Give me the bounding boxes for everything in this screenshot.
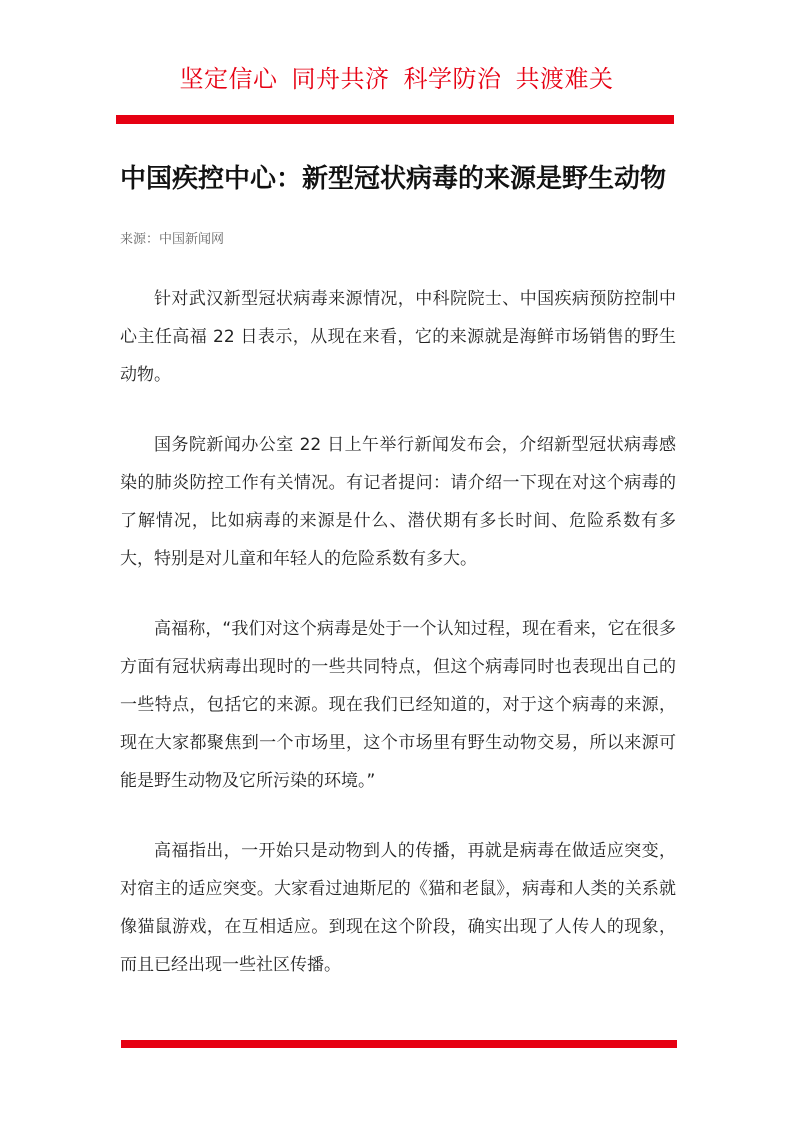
article-body — [120, 280, 676, 1016]
bottom-divider — [121, 1040, 677, 1048]
article-paragraph-1: 针对武汉新型冠状病毒来源情况，中科院院士、中国疾病预防控制中心主任高福 22 日表示，从现在来看，它的来源就是海鲜市场销售的野生动物。 — [120, 289, 676, 385]
slogan-banner — [0, 62, 793, 96]
article-paragraph-3: 高福称，“我们对这个病毒是处于一个认知过程，现在看来，它在很多方面有冠状病毒出现时的一些共同特点，但这个病毒同时也表现出自己的一些特点，包括它的来源。现在我们已经知道的，对于这个病毒的来源，现在大家都聚焦到一个市场里，这个市场里有野生动物交易，所以来源可能是野生动物及它所污染的环境。” — [120, 619, 676, 791]
slogan-1: 坚定信心 — [179, 65, 278, 93]
slogan-4: 共渡难关 — [515, 65, 614, 93]
article-source: 来源：中国新闻网 — [120, 232, 225, 247]
article-paragraph-4: 高福指出，一开始只是动物到人的传播，再就是病毒在做适应突变，对宿主的适应突变。大家看过迪斯尼的《猫和老鼠》，病毒和人类的关系就像猫鼠游戏，在互相适应。到现在这个阶段，确实出现了人传人的现象，而且已经出现一些社区传播。 — [120, 841, 676, 975]
slogan-3: 科学防治 — [403, 65, 502, 93]
slogan-2: 同舟共济 — [291, 65, 390, 93]
article-headline: 中国疾控中心：新型冠状病毒的来源是野生动物 — [120, 164, 667, 194]
article-paragraph-2: 国务院新闻办公室 22 日上午举行新闻发布会，介绍新型冠状病毒感染的肺炎防控工作有关情况。有记者提问：请介绍一下现在对这个病毒的了解情况，比如病毒的来源是什么、潜伏期有多长时间、危险系数有多大，特别是对儿童和年轻人的危险系数有多大。 — [120, 435, 676, 569]
top-divider — [116, 115, 674, 124]
